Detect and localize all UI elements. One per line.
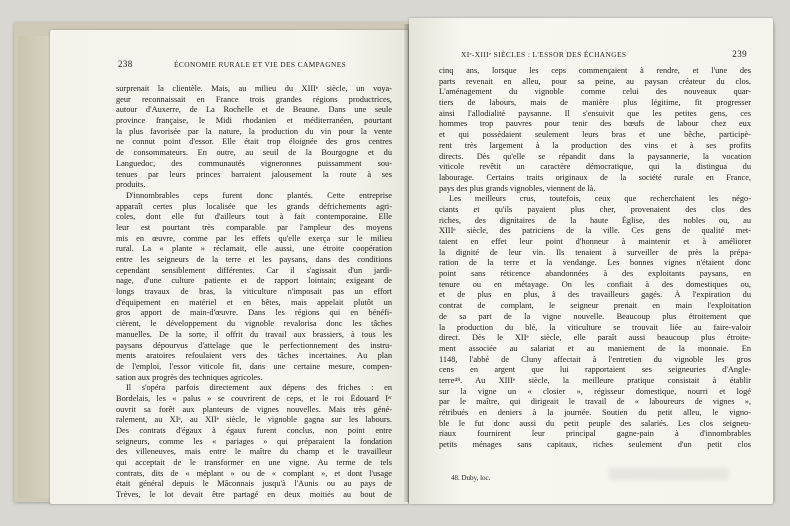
text-line: rétribués en deniers à la journée. Soutien du petit alleu, le vigno- (439, 408, 751, 417)
text-line: apparaît certes plus localisée que les grands défrichements agri- (116, 201, 392, 211)
text-line: geur reconnaissait en France trois grandes régions productrices, (116, 94, 392, 104)
text-line: coles, dont elle fut d'ailleurs tout à fait contemporaine. Elle (116, 212, 392, 222)
text-line: cinq ans, lorsque les ceps commençaient à rendre, et l'une des (439, 66, 751, 75)
text-line: Trèves, le lot devait être partagé en deux moitiés au bout de (116, 490, 392, 500)
text-line: taient en effet leur point d'honneur à maintenir et à améliorer (439, 237, 751, 246)
text-line: ne connut point d'essor. Elle était trop éloignée des gros centres (116, 137, 392, 147)
text-line: direct. Dès le XIIᵉ siècle, elle paraît aussi beaucoup plus étroite- (439, 333, 751, 343)
text-line: tenure ou en métayage. On les confiait à des domestiques ou, (439, 279, 751, 289)
text-line: seigneurs, comme les « pariages » qui préparaient la fondation (116, 436, 392, 446)
text-line: par le maître, qui dirigeait le travail de « laboureurs de vignes », (439, 397, 751, 407)
text-line: gros apport de main-d'œuvre. Dans les régions qui en bénéfi- (116, 308, 392, 318)
text-line: ainsi l'allodialité paysanne. Il s'ensuivit que les petites gens, ces (439, 108, 751, 118)
text-line: paysans dépourvus d'attelage que le perfectionnement des instru- (116, 340, 392, 350)
text-line: tenues par leurs princes barraient jalousement la route à ses (116, 169, 392, 179)
text-line: surprenait la clientèle. Mais, au milieu du XIIIᵉ siècle, un voya- (116, 84, 392, 93)
show-through-bleed (609, 468, 729, 480)
text-line: contrat de complant, le seigneur prenait en main l'exploitation (439, 301, 751, 311)
text-line: contrats, dits de « méplant » ou de « complant », et dont l'usage (116, 468, 392, 478)
left-page-text (116, 84, 392, 501)
text-line: riches, des dignitaires de la haute Église, des nobles ou, au (439, 215, 751, 225)
text-line: labourage. Certains traits originaux de la société rurale en France, (439, 172, 751, 182)
text-line: viticole revêtit un caractère démocratique, qui la distingua du (439, 162, 751, 172)
footnote: 48. Duby, loc. (451, 474, 491, 482)
text-line: de l'emploi, l'essor viticole fit, dans une certaine mesure, compen- (116, 361, 392, 371)
book-spine (18, 36, 52, 498)
text-line: ble le fut donc aussi du petit peuple des salariés. Les clos seigneu- (439, 418, 751, 428)
text-line: tiers de labours, mais de manière plus légitime, fit progresser (439, 98, 751, 108)
text-line: ciants et qu'ils payaient plus cher, provenaient des clos des (439, 204, 751, 214)
left-page-number: 238 (118, 59, 133, 69)
text-line: point sans réticence abandonnées à des exploitants paysans, en (439, 269, 751, 279)
text-line: cièrent, le développement du vignoble revalorisa donc les tâches (116, 319, 392, 329)
text-line: la dignité de leur vin. Ils tenaient à surveiller de près la prépa- (439, 247, 751, 257)
text-line: pays des plus grands vignobles, viennent de là. (439, 183, 596, 193)
text-line: 1148, l'abbé de Cluny affectait à l'entretien du vignoble les gros (439, 354, 751, 364)
text-line: qui acceptait de le transformer en une vigne. Au terme de tels (116, 458, 392, 468)
text-line: XIIIᵉ siècle, des patriciens de la ville. Ces gens de qualité met- (439, 226, 751, 236)
text-line: Les meilleurs crus, toutefois, ceux que recherchaient les négo- (449, 194, 751, 204)
text-line: manuelles. De la sorte, il offrit du travail aux brassiers, à tous les (116, 329, 392, 339)
text-line: la plus favorisée par la nature, la production du vin pour la vente (116, 126, 392, 136)
right-running-head: XIᵉ-XIIIᵉ SIÈCLES : L'ESSOR DES ÉCHANGES (461, 50, 627, 59)
right-page-number: 239 (732, 49, 747, 59)
text-line: petits ménages sans capitaux, riches seulement d'un petit clos (439, 440, 751, 450)
text-line: et de plus en plus, à des travailleurs gagés. À l'expiration du (439, 290, 751, 300)
text-line: hommes trop pauvres pour tenir des bœufs de labour chez eux (439, 119, 751, 129)
text-line: cependant sensiblement différentes. Car il s'agissait d'un jardi- (116, 265, 392, 275)
text-line: Il s'opéra parfois directement aux dépens des friches : en (126, 383, 392, 393)
right-page-text (439, 66, 751, 451)
text-line: mis en œuvre, comme par les effets qu'elle exerça sur le milieu (116, 233, 392, 243)
text-line: longs travaux de bras, la viticulture n'imposait pas un effort (116, 287, 392, 297)
text-line: directs. Dès qu'elle se répandit dans la paysannerie, la vocation (439, 151, 751, 161)
text-line: sur la vigne un « closier », régisseur domestique, nourri et logé (439, 386, 751, 396)
text-line: la production du blé, la viticulture se trouvait liée au faire-valoir (439, 322, 751, 332)
left-page (50, 30, 408, 504)
text-line: ment associée au salariat et au maniement de la monnaie. En (439, 343, 751, 353)
text-line: ralement, au XIᵉ, au XIIᵉ siècle, le vignoble gagna sur les labours. (116, 415, 392, 425)
text-line: Des contrats d'égaux à égaux furent conclus, non point entre (116, 426, 392, 435)
text-line: nage, d'une culture patiente et de rapport lointain; exigeant de (116, 276, 392, 286)
text-line: province française, le Midi rhodanien et méditerranéen, pourtant (116, 116, 392, 126)
text-line: rural. La « plante » réclamait, elle aussi, une étroite coopération (116, 244, 392, 254)
text-line: de consommateurs. En outre, au seuil de la Bourgogne et du (116, 148, 392, 158)
text-line: de sa part de la vigne nouvelle. Beaucoup plus étroitement que (439, 311, 751, 321)
right-page (409, 18, 773, 504)
text-line: rent très largement à la production des vins et à ses profits (439, 140, 751, 150)
text-line: riaux fournirent leur principal gagne-pain à d'innombrables (439, 429, 751, 439)
text-line: entre les seigneurs de la terre et les paysans, dans des conditions (116, 255, 392, 264)
text-line: autour d'Auxerre, de La Rochelle et de Beaune. Dans une seule (116, 105, 392, 115)
text-line: des villeneuves, mais entre le maître du champ et le travailleur (116, 447, 392, 457)
text-line: cens en argent que lui rapportaient ses seigneuries d'Angle- (439, 365, 751, 375)
text-line: Bordelais, les « palus » se couvrirent de ceps, et le roi Édouard Iᵉʳ (116, 393, 392, 403)
text-line: était général depuis le Mâconnais jusqu'à l'Aunis ou au pays de (116, 479, 392, 489)
text-line: ouvrit sa forêt aux planteurs de vignes nouvelles. Mais très géné- (116, 404, 392, 414)
text-line: sation aux progrès des techniques agricoles. (116, 372, 263, 382)
text-line: d'équipement en matériel et en bêtes, mais appelait plutôt un (116, 297, 392, 307)
text-line: terre⁴⁸. Au XIIIᵉ siècle, la meilleure pratique consistait à établir (439, 375, 751, 385)
left-running-head: ÉCONOMIE RURALE ET VIE DES CAMPAGNES (174, 60, 347, 69)
text-line: et qui possédaient seulement leurs bras et une bêche, participè- (439, 130, 751, 140)
text-line: L'aménagement du vignoble comme celui des nouveaux quar- (439, 87, 751, 97)
text-line: leur est pourtant très comparable par l'ampleur des moyens (116, 222, 392, 232)
text-line: ration de la terre et la vendange. Les bonnes vignes n'étaient donc (439, 258, 751, 268)
text-line: Languedoc, des communautés vigneronnes puissamment sou- (116, 158, 392, 168)
text-line: parts revenait en alleu, pour sa peine, au paysan créateur du clos. (439, 76, 751, 86)
text-line: D'innombrables ceps furent donc plantés. Cette entreprise (126, 190, 392, 200)
text-line: ments aratoires refoulaient vers des tâches incertaines. Au plan (116, 351, 392, 361)
text-line: produits. (116, 180, 146, 190)
